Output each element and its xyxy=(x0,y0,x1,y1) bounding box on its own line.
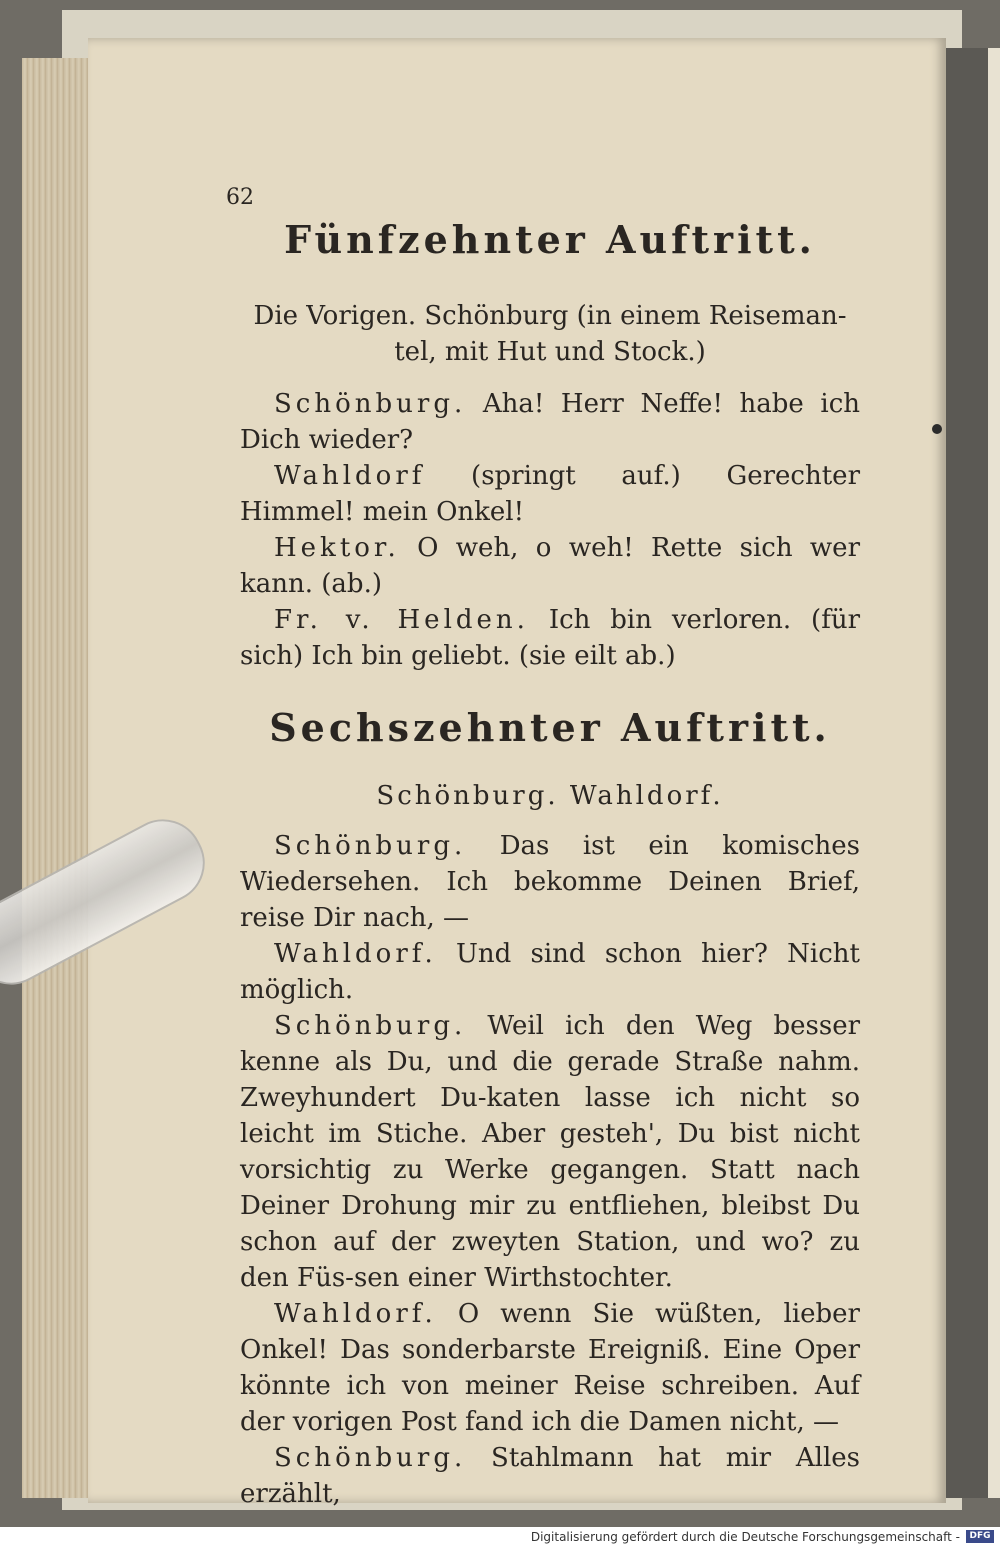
dialog-line xyxy=(240,458,860,530)
line-text: Stahlmann hat mir Alles erzählt, xyxy=(240,1443,860,1509)
dialog-line xyxy=(240,530,860,602)
line-text: Weil ich den Weg besser kenne als Du, und die gerade Straße nahm. Zweyhundert Du-katen lasse ich nicht so leicht im Stiche. Aber gesteh', Du bist nicht vorsichtig zu Werke gegangen. Statt nach Deiner Drohung mir zu entfliehen, bleibst Du schon auf der zweyten Station, und wo? zu den Füs-sen einer Wirthstochter. xyxy=(240,1011,861,1293)
scene-15-heading: Fünfzehnter Auftritt. xyxy=(284,217,816,262)
margin-dot xyxy=(932,424,942,434)
dialog-line xyxy=(240,386,860,458)
speaker: Wahldorf. xyxy=(274,939,437,969)
page-number: 62 xyxy=(226,185,254,210)
dialog-line xyxy=(240,602,860,674)
speaker: Hektor. xyxy=(274,533,400,563)
scene-16-cast: Schönburg. Wahldorf. xyxy=(376,781,724,811)
dialog-line xyxy=(240,1008,860,1296)
line-text: Ich bin verloren. (für sich) Ich bin geliebt. (sie eilt ab.) xyxy=(240,605,860,671)
line-text: (springt auf.) Gerechter Himmel! mein Onkel! xyxy=(240,461,860,527)
scene-16-dialog xyxy=(240,828,860,1512)
dfg-logo: DFG xyxy=(966,1530,994,1543)
line-text: Und sind schon hier? Nicht möglich. xyxy=(240,939,860,1005)
facing-page-edge xyxy=(988,48,1000,1498)
speaker: Schönburg. xyxy=(274,831,467,861)
scene-16-heading: Sechszehnter Auftritt. xyxy=(269,705,831,750)
line-text: Das ist ein komisches Wiedersehen. Ich bekomme Deinen Brief, reise Dir nach, — xyxy=(240,831,860,933)
dialog-line xyxy=(240,828,860,936)
speaker: Wahldorf xyxy=(274,461,426,491)
speaker: Schönburg. xyxy=(274,1011,467,1041)
line-text: O wenn Sie wüßten, lieber Onkel! Das sonderbarste Ereigniß. Eine Oper könnte ich von meiner Reise schreiben. Auf der vorigen Post fand ich die Damen nicht, — xyxy=(240,1299,860,1437)
funding-notice: Digitalisierung gefördert durch die Deutsche Forschungsgemeinschaft - xyxy=(530,1530,960,1544)
footer-bar xyxy=(0,1527,1000,1547)
line-text: O weh, o weh! Rette sich wer kann. (ab.) xyxy=(240,533,860,599)
speaker: Schönburg. xyxy=(274,1443,467,1473)
speaker: Schönburg. xyxy=(274,389,467,419)
scene-15-cast: Die Vorigen. Schönburg (in einem Reiseman-tel, mit Hut und Stock.) xyxy=(253,301,847,367)
speaker: Wahldorf. xyxy=(274,1299,437,1329)
line-text: Aha! Herr Neffe! habe ich Dich wieder? xyxy=(240,389,860,455)
dialog-line xyxy=(240,1440,860,1512)
dialog-line xyxy=(240,1296,860,1440)
scene-15-dialog xyxy=(240,386,860,674)
speaker: Fr. v. Helden. xyxy=(274,605,529,635)
dialog-line xyxy=(240,936,860,1008)
